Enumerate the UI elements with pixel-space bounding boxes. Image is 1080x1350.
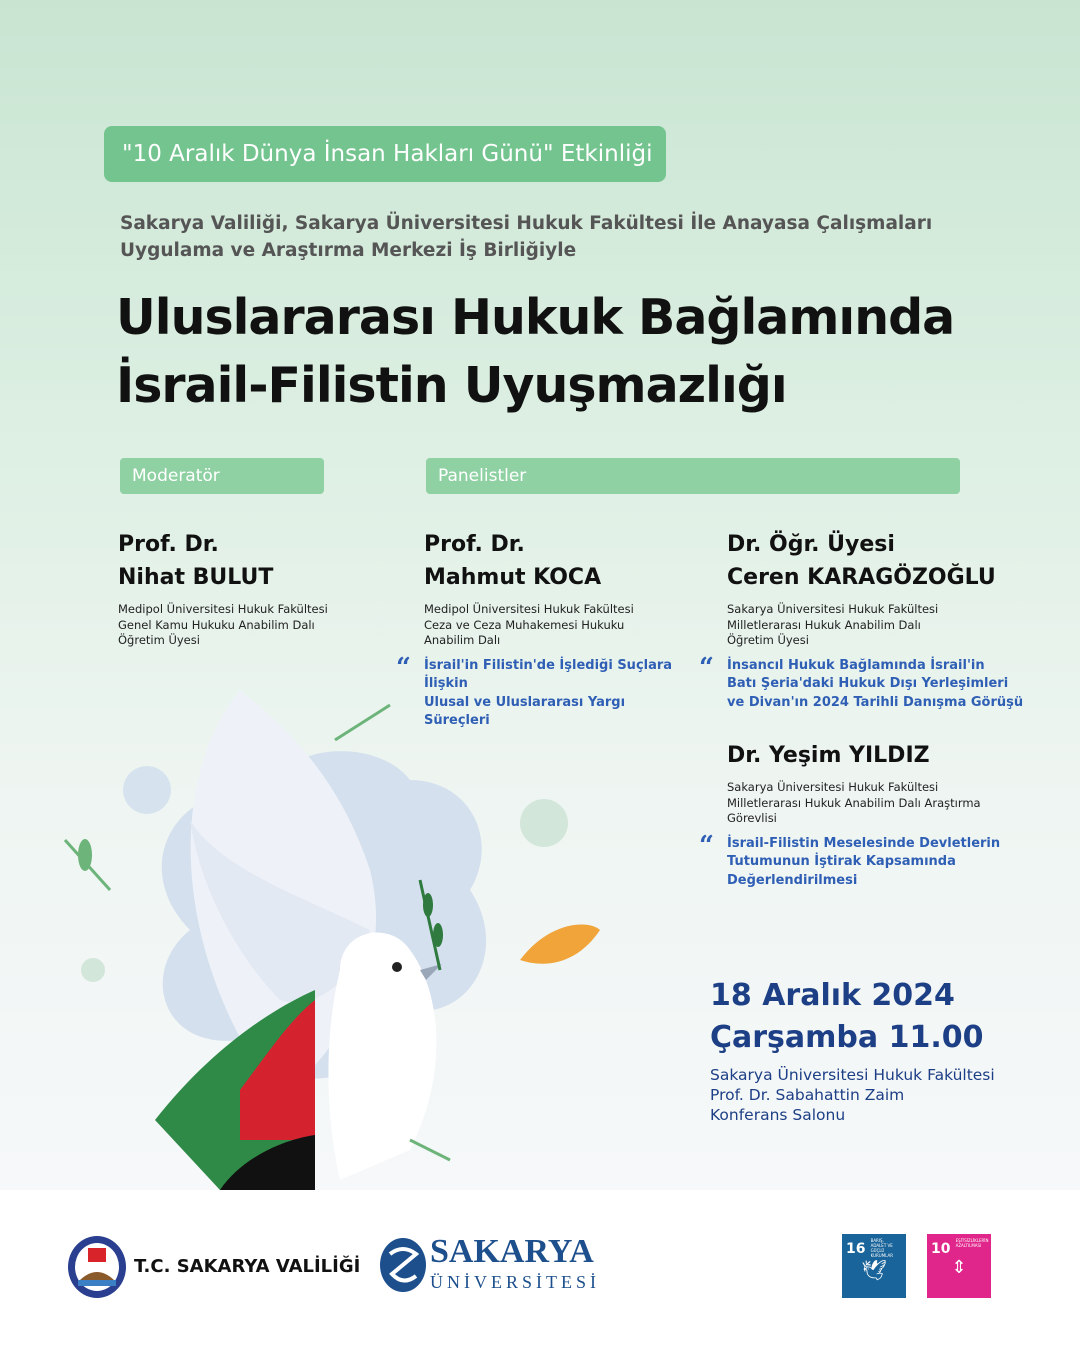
title-line-1: Uluslararası Hukuk Bağlamında xyxy=(116,289,955,346)
person-title: Prof. Dr. xyxy=(118,532,219,557)
event-badge: "10 Aralık Dünya İnsan Hakları Günü" Etkinliği xyxy=(104,126,666,182)
panelist-card xyxy=(699,528,1027,712)
person-title: Prof. Dr. xyxy=(424,532,525,557)
moderator-label: Moderatör xyxy=(120,458,324,494)
person-title: Dr. Öğr. Üyesi xyxy=(727,532,895,557)
moderator-card xyxy=(118,528,378,649)
subtitle: Sakarya Valiliği, Sakarya Üniversitesi Hukuk Fakültesi İle Anayasa Çalışmaları Uygulama ve Araştırma Merkezi İş Birliğiyle xyxy=(120,213,933,261)
page-title xyxy=(116,284,1036,420)
talk-title: “ İnsancıl Hukuk Bağlamında İsrail'in Batı Şeria'daki Hukuk Dışı Yerleşimleri ve Divan'ın 2024 Tarihli Danışma Görüşü xyxy=(699,652,1024,710)
dove-illustration xyxy=(50,670,650,1190)
person-name: Dr. Yeşim YILDIZ xyxy=(727,743,930,768)
panelists-label: Panelistler xyxy=(426,458,960,494)
event-time: Çarşamba 11.00 xyxy=(710,1020,984,1055)
university-subtitle: ÜNİVERSİTESİ xyxy=(430,1272,600,1292)
event-date: 18 Aralık 2024 Çarşamba 11.00 xyxy=(710,975,983,1059)
event-venue: Sakarya Üniversitesi Hukuk Fakültesi Prof. Dr. Sabahattin Zaim Konferans Salonu xyxy=(710,1066,995,1124)
valilik-emblem-logo xyxy=(66,1234,128,1300)
affiliation: Medipol Üniversitesi Hukuk Fakültesi Genel Kamu Hukuku Anabilim Dalı Öğretim Üyesi xyxy=(118,602,328,647)
quote-icon: “ xyxy=(699,830,714,861)
university-name: SAKARYA xyxy=(430,1233,594,1270)
panelist-card xyxy=(699,739,1027,890)
valilik-name: T.C. SAKARYA VALİLİĞİ xyxy=(134,1256,361,1277)
person-name: Nihat BULUT xyxy=(118,565,274,590)
affiliation: Sakarya Üniversitesi Hukuk Fakültesi Milletlerarası Hukuk Anabilim Dalı Araştırma Görevlisi xyxy=(727,780,981,825)
quote-icon: “ xyxy=(396,652,411,683)
sdg-10-badge: 10 EŞİTSİZLİKLERİN AZALTILMASI ⇕ xyxy=(927,1234,991,1298)
title-line-2: İsrail-Filistin Uyuşmazlığı xyxy=(116,357,787,414)
affiliation: Sakarya Üniversitesi Hukuk Fakültesi Milletlerarası Hukuk Anabilim Dalı Öğretim Üyesi xyxy=(727,602,939,647)
person-name: Mahmut KOCA xyxy=(424,565,602,590)
talk-title: “ İsrail-Filistin Meselesinde Devletlerin Tutumunun İştirak Kapsamında Değerlendirilmesi xyxy=(699,830,1001,888)
quote-icon: “ xyxy=(699,652,714,683)
person-name: Ceren KARAGÖZOĞLU xyxy=(727,565,996,590)
equality-icon: ⇕ xyxy=(951,1257,967,1278)
sdg-16-badge: 16 BARIŞ, ADALET VE GÜÇLÜ KURUMLAR 🕊 xyxy=(842,1234,906,1298)
talk-title: “ İsrail'in Filistin'de İşlediği Suçlara İlişkin Ulusal ve Uluslararası Yargı Süreçleri xyxy=(396,652,673,728)
affiliation: Medipol Üniversitesi Hukuk Fakültesi Ceza ve Ceza Muhakemesi Hukuku Anabilim Dalı xyxy=(424,602,634,647)
footer xyxy=(0,1190,1080,1350)
dove-icon: 🕊 xyxy=(861,1258,887,1282)
sakarya-university-logo-mark xyxy=(378,1236,428,1294)
